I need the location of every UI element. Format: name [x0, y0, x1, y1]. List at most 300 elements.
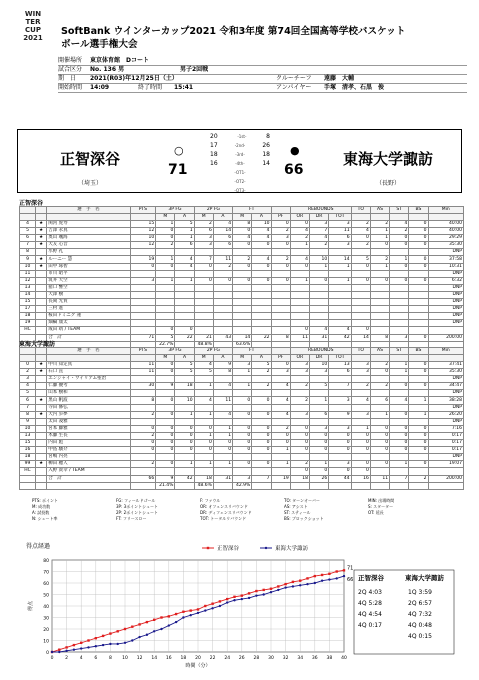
stat-cell [390, 390, 409, 397]
info-label: クルーチーフ [276, 75, 312, 82]
stat-cell: 0 [175, 440, 194, 447]
stat-cell [309, 404, 328, 411]
home-box-score-table [19, 206, 464, 349]
header-row [20, 348, 464, 355]
x-tick-label: 36 [311, 656, 318, 661]
info-label: 開始時間 [58, 84, 83, 91]
stat-cell: 0 [409, 334, 428, 341]
stat-cell: 34:47 [428, 383, 463, 390]
stat-cell [194, 249, 213, 256]
column-subheader [20, 355, 36, 362]
column-subheader [370, 355, 389, 362]
stat-cell: 2 [290, 397, 309, 404]
stat-cell: DNP [428, 404, 463, 411]
stat-cell: 0 [130, 263, 156, 270]
stat-cell: 0 [370, 440, 389, 447]
stat-cell: 0 [390, 411, 409, 418]
data-point [65, 646, 67, 648]
data-point [270, 588, 272, 590]
stat-cell: 0 [309, 447, 328, 454]
column-header: BS [409, 207, 428, 214]
stat-cell: 9 [213, 362, 232, 369]
stat-cell [351, 418, 370, 425]
stat-cell [390, 468, 409, 475]
stat-cell: 0 [390, 277, 409, 284]
stat-cell: 0:17 [428, 432, 463, 439]
stat-cell [409, 313, 428, 320]
stat-cell: 筑井 大空 [47, 277, 130, 284]
column-header: PTS [130, 348, 156, 355]
column-subheader: DR [309, 355, 328, 362]
stat-cell [36, 291, 47, 298]
stat-cell: ★ [36, 228, 47, 235]
period-label: -OT2- [234, 179, 246, 184]
x-tick-label: 0 [50, 656, 54, 661]
stat-cell: 1 [329, 263, 351, 270]
game-info [58, 57, 467, 93]
stat-cell [213, 454, 232, 461]
column-subheader [390, 355, 409, 362]
column-subheader: M [233, 214, 252, 221]
stat-cell: 0 [20, 362, 36, 369]
column-header: Min [428, 348, 463, 355]
stat-cell: 7 [309, 228, 328, 235]
x-tick-label: 14 [151, 656, 158, 661]
end-score-label: 71 [347, 565, 354, 572]
stat-cell: 2 [130, 411, 156, 418]
stat-cell [194, 270, 213, 277]
stat-cell: 11 [290, 334, 309, 341]
stat-cell: ★ [36, 221, 47, 228]
legend-marker [265, 547, 267, 549]
stat-cell: 11 [370, 475, 389, 482]
lead-time-away: 4Q 0:15 [408, 633, 432, 640]
stat-cell: 1 [175, 461, 194, 468]
stat-cell: 48.8% [194, 341, 213, 348]
stat-cell [329, 249, 351, 256]
stat-cell: 1 [290, 277, 309, 284]
stat-cell [213, 291, 232, 298]
column-header: PTS [130, 207, 156, 214]
stat-cell: 3 [329, 221, 351, 228]
data-point [328, 578, 330, 580]
stat-cell: 2 [409, 475, 428, 482]
player-row [20, 454, 464, 461]
stat-cell [252, 418, 271, 425]
y-tick-label: 70 [43, 570, 49, 576]
player-row [20, 362, 464, 369]
stat-cell: 3 [290, 362, 309, 369]
stat-cell: 7 [390, 475, 409, 482]
data-point [241, 598, 243, 600]
stat-cell: 0 [130, 440, 156, 447]
stat-cell: 寺田 修弘 [47, 404, 130, 411]
stat-cell [213, 299, 232, 306]
data-point [65, 650, 67, 652]
stat-cell: DNP [428, 320, 463, 327]
stat-cell: 0 [252, 440, 271, 447]
stat-cell [370, 249, 389, 256]
player-row [20, 256, 464, 263]
data-point [109, 632, 111, 634]
stat-cell: 13 [20, 432, 36, 439]
info-round: 男子2回戦 [180, 66, 209, 73]
stat-cell: DNP [428, 270, 463, 277]
stat-cell: 18 [20, 313, 36, 320]
info-label: アンパイヤー [276, 84, 312, 91]
player-row [20, 390, 464, 397]
stat-cell: 水野 礼 [47, 249, 130, 256]
data-point [233, 599, 235, 601]
legend-entry: FT: フリースロー [116, 516, 147, 521]
stat-cell [156, 313, 175, 320]
stat-cell: 5 [175, 369, 194, 376]
stat-cell: 桜田ドミニク 蓮 [47, 313, 130, 320]
stat-cell: 合 計 [47, 475, 130, 482]
lead-time-away: 4Q 7:32 [408, 611, 432, 618]
stat-cell: 3 [329, 425, 351, 432]
stat-cell: 0 [130, 447, 156, 454]
stat-cell: 大澤 樹 [47, 291, 130, 298]
stat-cell: 0 [409, 362, 428, 369]
stat-cell: 中島 駿介 [47, 447, 130, 454]
stat-cell [390, 320, 409, 327]
stat-cell: HC [20, 327, 36, 334]
stat-cell: 0 [290, 263, 309, 270]
data-point [321, 574, 323, 576]
column-subheader: M [194, 355, 213, 362]
period-label: -OT1- [234, 170, 246, 175]
stat-cell: 5 [175, 221, 194, 228]
stat-cell: 関河 虎寿 [47, 221, 130, 228]
legend-entry: ST: スティール [284, 510, 311, 515]
stat-cell: 8 [130, 397, 156, 404]
data-point [336, 577, 338, 579]
stat-cell [409, 454, 428, 461]
away-total-score: 66 [284, 162, 304, 178]
away-box-title: 東海大学諏訪 [19, 341, 56, 348]
stat-cell: 2 [370, 362, 389, 369]
data-point [138, 636, 140, 638]
stat-cell: 40:00 [428, 228, 463, 235]
stat-cell [290, 376, 309, 383]
stat-cell [271, 249, 290, 256]
stat-cell: 0 [409, 440, 428, 447]
stat-cell: 2 [252, 383, 271, 390]
stat-cell: 2 [271, 425, 290, 432]
stat-cell [233, 320, 252, 327]
data-point [160, 616, 162, 618]
stat-cell: 1 [175, 277, 194, 284]
player-row [20, 369, 464, 376]
stat-cell [409, 306, 428, 313]
stat-cell [175, 284, 194, 291]
stat-cell [252, 390, 271, 397]
stat-cell: 1 [390, 461, 409, 468]
stat-cell: 3 [130, 277, 156, 284]
stat-cell [409, 482, 428, 489]
stat-cell: 1 [271, 461, 290, 468]
column-subheader [20, 214, 36, 221]
period-home: 16 [210, 160, 218, 167]
column-subheader: M [233, 355, 252, 362]
stat-cell: 0 [252, 411, 271, 418]
stat-cell [409, 270, 428, 277]
data-point [117, 630, 119, 632]
stat-cell: 0 [409, 461, 428, 468]
data-point [204, 605, 206, 607]
player-row [20, 320, 464, 327]
stat-cell: ★ [36, 256, 47, 263]
stat-cell: 0 [390, 235, 409, 242]
column-subheader: A [252, 214, 271, 221]
stat-cell: 0 [175, 425, 194, 432]
stat-cell: 1 [175, 228, 194, 235]
data-point [219, 600, 221, 602]
stat-cell: 2 [370, 256, 389, 263]
stat-cell: 0 [370, 425, 389, 432]
legend-entry: FG: フィールドゴール [116, 498, 156, 503]
player-row [20, 249, 464, 256]
stat-cell: 18 [175, 383, 194, 390]
stat-cell: 0 [390, 263, 409, 270]
stat-cell: 0 [329, 440, 351, 447]
data-point [87, 639, 89, 641]
stat-cell [252, 313, 271, 320]
stat-cell: 18 [194, 475, 213, 482]
player-row [20, 447, 464, 454]
stat-cell: 1 [233, 383, 252, 390]
player-row [20, 270, 464, 277]
stat-cell [351, 482, 370, 489]
stat-cell [252, 270, 271, 277]
stat-cell: 入野 貴幸 / TEAM [47, 468, 130, 475]
stat-cell [252, 404, 271, 411]
stat-cell [271, 327, 290, 334]
x-tick-label: 8 [108, 656, 112, 661]
stat-cell [271, 320, 290, 327]
stat-cell [271, 306, 290, 313]
stat-cell: 4 [271, 397, 290, 404]
stat-cell: 0 [351, 327, 370, 334]
stat-cell [290, 482, 309, 489]
stat-cell [233, 418, 252, 425]
data-point [160, 628, 162, 630]
stat-cell: 1 [309, 263, 328, 270]
stat-cell: 9 [329, 411, 351, 418]
stat-cell: 7 [20, 242, 36, 249]
stat-cell [409, 284, 428, 291]
stat-cell [36, 454, 47, 461]
stat-cell: 30 [130, 383, 156, 390]
stat-cell [370, 270, 389, 277]
stat-cell: 2 [130, 461, 156, 468]
data-point [138, 623, 140, 625]
stat-cell: 2 [271, 256, 290, 263]
stat-cell [213, 306, 232, 313]
stat-cell [271, 454, 290, 461]
stat-cell [409, 468, 428, 475]
stat-cell: 2 [370, 221, 389, 228]
column-subheader: TOT [329, 214, 351, 221]
stat-cell: 0 [156, 461, 175, 468]
column-subheader: A [213, 355, 232, 362]
stat-cell [20, 475, 36, 482]
stat-cell [156, 291, 175, 298]
column-header: AS [370, 348, 389, 355]
stat-cell [130, 327, 156, 334]
stat-cell: 黒山 帆波 [47, 397, 130, 404]
stat-cell: 1 [390, 256, 409, 263]
info-game-no [58, 66, 467, 75]
stat-cell [156, 249, 175, 256]
stat-cell: 0 [309, 468, 328, 475]
legend-entry: DR: ディフェンスリバウンド [200, 510, 252, 515]
stat-cell: 1 [390, 362, 409, 369]
stat-cell: ★ [36, 362, 47, 369]
stat-cell [175, 376, 194, 383]
stat-cell: ★ [36, 263, 47, 270]
stat-cell [252, 291, 271, 298]
stat-cell: 2 [213, 263, 232, 270]
stat-cell: 31 [309, 334, 328, 341]
stat-cell [175, 313, 194, 320]
stat-cell: 2 [290, 235, 309, 242]
lead-time-away: 1Q 3:59 [408, 589, 432, 596]
stat-cell: 0 [390, 383, 409, 390]
stat-cell: 1 [213, 432, 232, 439]
stat-cell: 0 [252, 461, 271, 468]
stat-cell [36, 390, 47, 397]
umpires: 手塚 清孝、石黒 俊 [324, 84, 385, 91]
title-line-2: ボール選手権大会 [61, 39, 138, 50]
stat-cell: 6 [309, 411, 328, 418]
logo-line: WIN [24, 10, 42, 18]
stat-cell [213, 270, 232, 277]
stat-cell: 0 [194, 277, 213, 284]
x-tick-label: 22 [209, 656, 216, 661]
stat-cell [370, 327, 389, 334]
stat-cell: 40:00 [428, 221, 463, 228]
stat-cell [309, 418, 328, 425]
info-value: 東京体育館 Dコート [90, 57, 149, 64]
stat-cell [271, 418, 290, 425]
data-point [168, 615, 170, 617]
team-row [20, 468, 464, 475]
stat-cell: 14 [213, 228, 232, 235]
stat-cell: エンジャイ・ウイリアム聖治 [47, 376, 130, 383]
stat-cell [351, 249, 370, 256]
stat-cell [156, 306, 175, 313]
column-header [271, 348, 290, 355]
stat-cell: 4 [175, 263, 194, 270]
column-subheader: A [252, 355, 271, 362]
period-row [210, 186, 270, 195]
stat-cell: 2 [290, 461, 309, 468]
info-label: 終了時間 [138, 84, 163, 91]
stat-cell [36, 383, 47, 390]
info-value: No. 136 男 [90, 66, 125, 73]
stat-cell: 1 [233, 369, 252, 376]
stat-cell: 3 [194, 242, 213, 249]
info-date [58, 75, 467, 84]
stat-cell [36, 320, 47, 327]
stat-cell [351, 390, 370, 397]
data-point [73, 649, 75, 651]
stat-cell: DNP [428, 299, 463, 306]
stat-cell [213, 284, 232, 291]
stat-cell [175, 390, 194, 397]
stat-cell: 0:17 [428, 440, 463, 447]
legend-entry: S: スターター [368, 504, 394, 509]
stat-cell: 18 [290, 475, 309, 482]
stat-cell: 4 [309, 235, 328, 242]
player-row [20, 425, 464, 432]
stat-cell: 0 [290, 327, 309, 334]
x-tick-label: 24 [224, 656, 231, 661]
stat-cell [194, 284, 213, 291]
stat-cell [370, 313, 389, 320]
stat-cell: 38:28 [428, 397, 463, 404]
stat-cell: 0 [409, 228, 428, 235]
info-venue [58, 57, 467, 66]
info-label: 期 日 [58, 75, 77, 82]
stat-cell: 0 [194, 447, 213, 454]
x-tick-label: 18 [180, 656, 187, 661]
loss-mark: ● [290, 144, 300, 157]
stat-cell: 0 [390, 242, 409, 249]
stat-cell: 1 [329, 277, 351, 284]
column-header: 選 手 名 [47, 348, 130, 355]
stat-cell: 0 [233, 228, 252, 235]
stat-cell: 合 計 [47, 334, 130, 341]
stat-cell: 0 [156, 228, 175, 235]
y-tick-label: 80 [43, 559, 49, 564]
data-point [124, 642, 126, 644]
stat-cell: 3 [309, 425, 328, 432]
stat-cell: 0 [370, 369, 389, 376]
stat-cell [290, 404, 309, 411]
data-point [109, 643, 111, 645]
y-tick-label: 40 [43, 605, 49, 610]
stat-cell: 0 [233, 263, 252, 270]
stat-cell: 7 [20, 404, 36, 411]
stat-cell [309, 376, 328, 383]
player-row [20, 299, 464, 306]
stat-cell: DNP [428, 313, 463, 320]
stat-cell [271, 404, 290, 411]
stat-cell: 1 [271, 447, 290, 454]
stat-cell: 8 [213, 369, 232, 376]
stat-cell: 15 [20, 440, 36, 447]
stat-cell [329, 306, 351, 313]
stat-cell [390, 327, 409, 334]
stat-cell [194, 313, 213, 320]
stat-cell: 1 [390, 369, 409, 376]
stat-cell [271, 284, 290, 291]
stat-cell: 0 [233, 277, 252, 284]
stat-cell: 仁藤 優考 [47, 383, 130, 390]
stat-cell: 0 [409, 369, 428, 376]
stat-cell [36, 468, 47, 475]
stat-cell [233, 313, 252, 320]
stat-cell: 19:07 [428, 461, 463, 468]
stat-cell [36, 277, 47, 284]
stat-cell: 11 [213, 256, 232, 263]
y-tick-label: 10 [43, 639, 49, 645]
data-point [306, 577, 308, 579]
column-subheader [390, 214, 409, 221]
